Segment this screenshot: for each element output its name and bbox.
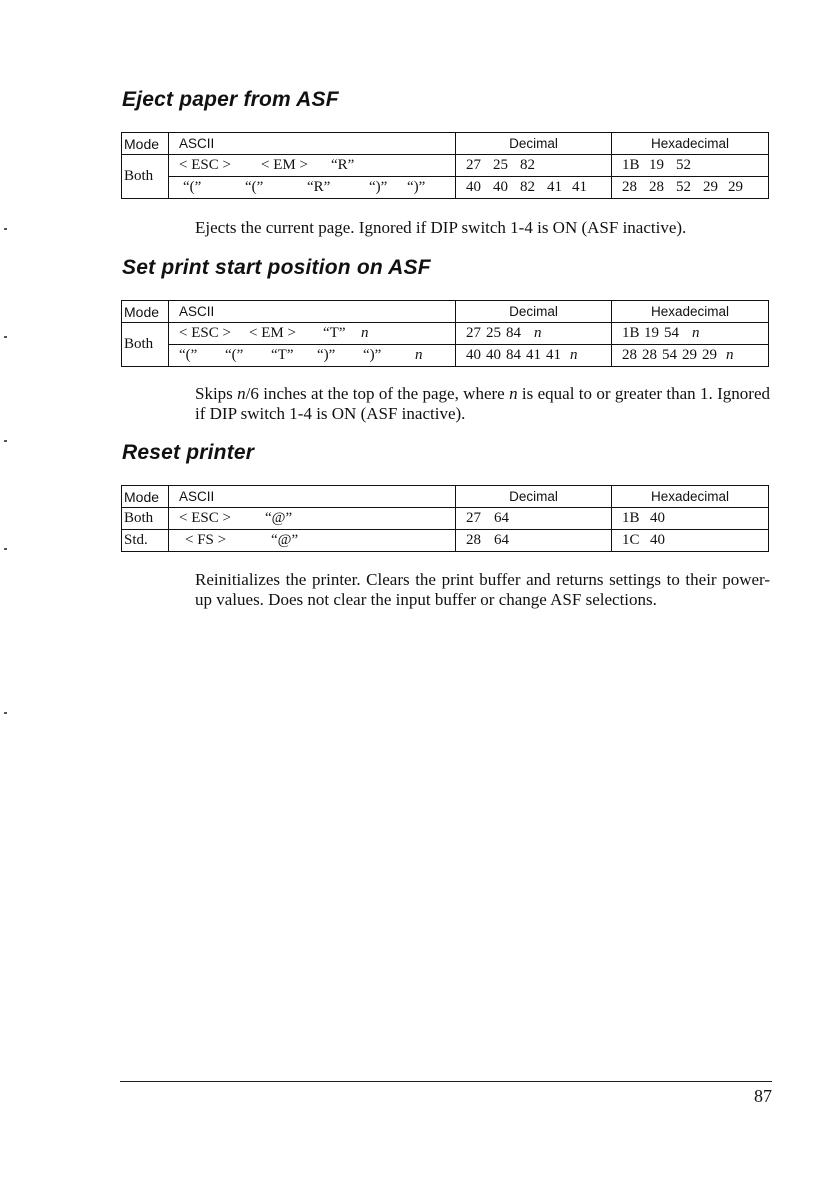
command-table [121, 485, 769, 552]
header-mode: Mode [122, 486, 169, 508]
scan-mark [4, 548, 7, 550]
table-row [122, 530, 769, 552]
decimal-cell: 40 40 82 41 41 [456, 177, 612, 199]
header-hexadecimal: Hexadecimal [612, 486, 769, 508]
command-table [121, 132, 769, 199]
header-hexadecimal: Hexadecimal [612, 133, 769, 155]
scan-mark [4, 228, 7, 230]
section-description: Skips n/6 inches at the top of the page, where n is equal to or greater than 1. Ignored if DIP switch 1-4 is ON (ASF inactive). [195, 384, 771, 423]
decimal-cell: 27 25 82 [456, 155, 612, 177]
ascii-cell: < ESC > “@” [169, 508, 456, 530]
header-ascii: ASCII [169, 301, 456, 323]
header-decimal: Decimal [456, 486, 612, 508]
table-row [122, 508, 769, 530]
header-ascii: ASCII [169, 486, 456, 508]
scan-mark [4, 336, 7, 338]
mode-cell: Both [122, 155, 169, 199]
header-ascii: ASCII [169, 133, 456, 155]
hex-cell: 1B 19 52 [612, 155, 769, 177]
hex-cell: 28 28 52 29 29 [612, 177, 769, 199]
command-table [121, 300, 769, 367]
decimal-cell: 28 64 [456, 530, 612, 552]
decimal-cell: 27 64 [456, 508, 612, 530]
footer-rule [120, 1081, 772, 1082]
ascii-cell: < FS > “@” [169, 530, 456, 552]
table-row [122, 155, 769, 177]
table-header-row [122, 133, 769, 155]
mode-cell: Both [122, 508, 169, 530]
hex-cell: 1B 19 54 n [612, 323, 769, 345]
header-mode: Mode [122, 301, 169, 323]
scan-mark [4, 440, 7, 442]
decimal-cell: 40 40 84 41 41 n [456, 345, 612, 367]
section-title: Eject paper from ASF [122, 88, 339, 111]
mode-cell: Both [122, 323, 169, 367]
ascii-cell: “(” “(” “T” “)” “)” n [169, 345, 456, 367]
scan-mark [4, 712, 7, 714]
ascii-cell: < ESC > < EM > “R” [169, 155, 456, 177]
mode-cell: Std. [122, 530, 169, 552]
table-row [122, 323, 769, 345]
header-decimal: Decimal [456, 133, 612, 155]
header-mode: Mode [122, 133, 169, 155]
page-number: 87 [754, 1086, 772, 1106]
section-title: Reset printer [122, 441, 255, 464]
hex-cell: 1B 40 [612, 508, 769, 530]
hex-cell: 1C 40 [612, 530, 769, 552]
table-row [122, 345, 769, 367]
table-header-row [122, 486, 769, 508]
section-title: Set print start position on ASF [122, 256, 431, 279]
section-description: Ejects the current page. Ignored if DIP switch 1-4 is ON (ASF inactive). [195, 218, 687, 237]
table-row [122, 177, 769, 199]
decimal-cell: 27 25 84 n [456, 323, 612, 345]
header-hexadecimal: Hexadecimal [612, 301, 769, 323]
table-header-row [122, 301, 769, 323]
hex-cell: 28 28 54 29 29 n [612, 345, 769, 367]
ascii-cell: < ESC > < EM > “T” n [169, 323, 456, 345]
ascii-cell: “(” “(” “R” “)” “)” [169, 177, 456, 199]
header-decimal: Decimal [456, 301, 612, 323]
section-description: Reinitializes the printer. Clears the print buffer and returns settings to their power-up values. Does not clear the input buffer or change ASF selections. [195, 570, 770, 609]
